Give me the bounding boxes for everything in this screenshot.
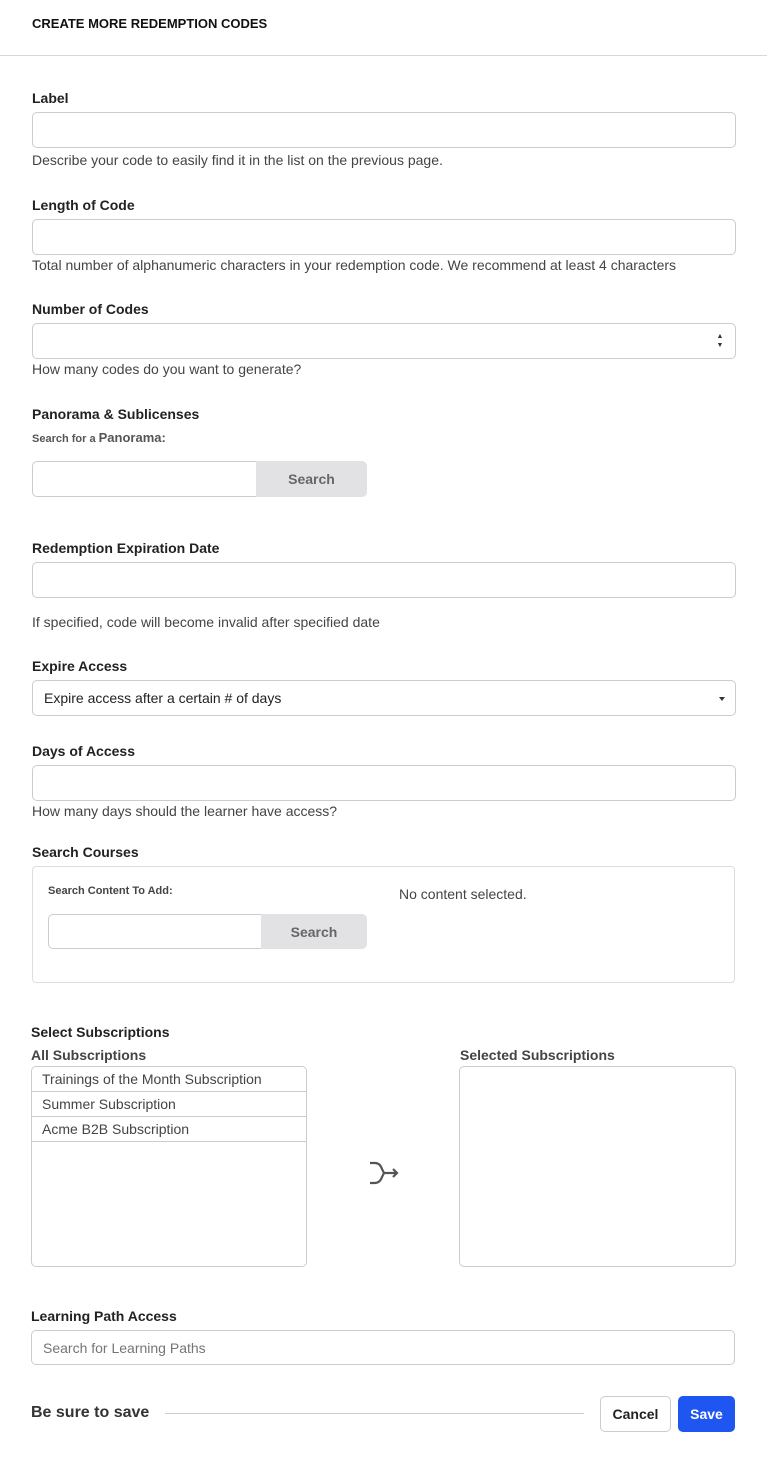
all-subscriptions-label: All Subscriptions [31,1047,147,1063]
courses-panel [32,866,735,983]
label-heading: Label [32,90,69,106]
panorama-heading: Panorama & Sublicenses [32,406,200,422]
expiration-heading: Redemption Expiration Date [32,540,220,556]
panorama-sub-prefix: Search for a [32,433,99,445]
number-heading: Number of Codes [32,301,149,317]
learning-path-heading: Learning Path Access [31,1308,177,1324]
label-help: Describe your code to easily find it in the list on the previous page. [32,152,443,168]
selected-subscriptions-list[interactable] [459,1066,736,1267]
panorama-sub-emph: Panorama: [98,430,166,445]
expiration-help: If specified, code will become invalid after specified date [32,614,380,630]
courses-search-input[interactable] [48,914,263,949]
expire-access-heading: Expire Access [32,658,128,674]
page-title: CREATE MORE REDEMPTION CODES [32,16,268,31]
days-heading: Days of Access [32,743,135,759]
number-stepper[interactable] [715,332,725,352]
panorama-subheading [32,430,166,445]
save-reminder: Be sure to save [31,1404,150,1421]
save-button[interactable]: Save [678,1396,735,1432]
stepper-down-icon[interactable]: ▼ [716,342,724,349]
panorama-search-input[interactable] [32,461,258,497]
selected-subscriptions-label: Selected Subscriptions [460,1047,615,1063]
length-input[interactable] [32,219,736,255]
label-input[interactable] [32,112,736,148]
header-divider [0,55,767,56]
expire-access-select[interactable] [32,680,736,716]
courses-subheading: Search Content To Add: [48,885,173,897]
subscriptions-heading: Select Subscriptions [31,1024,170,1040]
learning-path-search-input[interactable] [31,1330,735,1365]
footer-divider [165,1413,584,1414]
courses-empty-text: No content selected. [399,886,527,902]
length-heading: Length of Code [32,197,135,213]
panorama-search-button[interactable]: Search [256,461,367,497]
caret-down-icon [719,697,725,701]
stepper-up-icon[interactable]: ▲ [716,333,724,340]
number-input[interactable] [32,323,736,359]
days-help: How many days should the learner have access? [32,803,338,819]
subscription-item[interactable]: Acme B2B Subscription [32,1117,306,1142]
subscription-item[interactable]: Summer Subscription [32,1092,306,1117]
courses-search-button[interactable]: Search [261,914,367,949]
days-input[interactable] [32,765,736,801]
cancel-button[interactable]: Cancel [600,1396,671,1432]
expiration-date-input[interactable] [32,562,736,598]
expire-access-value: Expire access after a certain # of days [44,690,282,706]
number-help: How many codes do you want to generate? [32,361,302,377]
all-subscriptions-list[interactable] [31,1066,307,1267]
length-help: Total number of alphanumeric characters in your redemption code. We recommend at least 4 characters [32,257,677,273]
merge-arrow-icon[interactable] [368,1161,400,1185]
subscription-item[interactable]: Trainings of the Month Subscription [32,1067,306,1092]
courses-heading: Search Courses [32,844,139,860]
